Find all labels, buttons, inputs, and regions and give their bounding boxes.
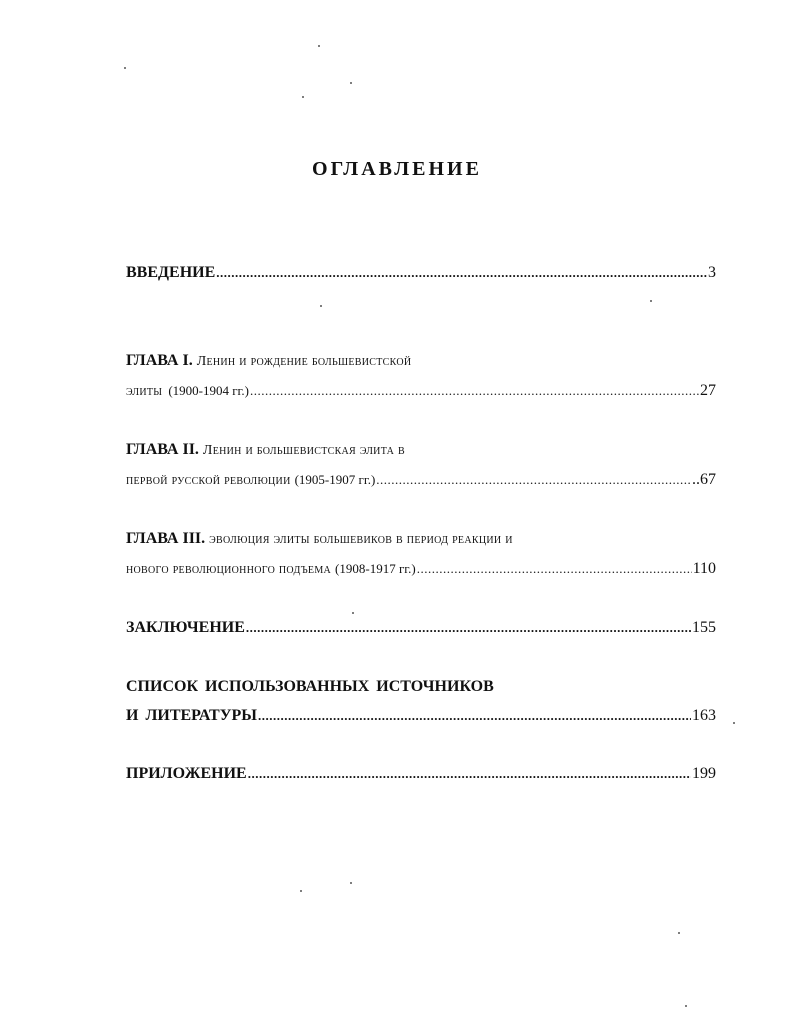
toc-entry-sources[interactable] <box>126 707 716 725</box>
chapter-title-continued: элиты <box>126 384 163 399</box>
toc-page-number: 155 <box>692 619 716 636</box>
chapter-title-continued: первой русской революции <box>126 473 291 488</box>
scan-speck <box>300 890 302 892</box>
toc-page-number: 163 <box>692 707 716 724</box>
chapter-title: Ленин и рождение большевистской <box>196 354 412 369</box>
toc-entry-introduction[interactable] <box>126 264 716 282</box>
leader-dots <box>248 766 691 782</box>
page-title: ОГЛАВЛЕНИЕ <box>312 158 482 180</box>
toc-entry-sources-heading[interactable]: СПИСОК ИСПОЛЬЗОВАННЫХ ИСТОЧНИКОВ <box>126 678 494 695</box>
toc-label: И ЛИТЕРАТУРЫ <box>126 707 257 724</box>
scan-speck <box>650 300 652 302</box>
chapter-prefix: ГЛАВА III. <box>126 530 206 547</box>
toc-page-number: 199 <box>692 765 716 782</box>
toc-label: ПРИЛОЖЕНИЕ <box>126 765 247 782</box>
scan-speck <box>352 612 354 614</box>
toc-entry-chapter3-heading[interactable] <box>126 530 513 548</box>
scan-speck <box>124 67 126 69</box>
scan-speck <box>320 305 322 307</box>
chapter-years: (1908-1917 гг.) <box>335 561 416 576</box>
chapter-title: эволюция элиты большевиков в период реакции и <box>209 532 513 547</box>
leader-dots <box>258 708 691 724</box>
toc-entry-chapter2-heading[interactable] <box>126 441 405 459</box>
scan-speck <box>350 882 352 884</box>
chapter-title: Ленин и большевистская элита в <box>202 443 405 458</box>
toc-entry-chapter2[interactable] <box>126 471 716 489</box>
chapter-prefix: ГЛАВА II. <box>126 441 199 458</box>
scan-speck <box>318 45 320 47</box>
toc-entry-chapter1-heading[interactable] <box>126 352 411 370</box>
chapter-years: (1905-1907 гг.) <box>294 472 376 487</box>
scan-speck <box>678 932 680 934</box>
toc-page-number: 27 <box>700 382 716 399</box>
chapter-title-continued: нового революционного подъема <box>126 562 332 577</box>
toc-entry-appendix[interactable] <box>126 765 716 783</box>
scan-speck <box>733 722 735 724</box>
scan-speck <box>350 82 352 84</box>
toc-page-number: 110 <box>692 560 716 577</box>
scan-speck <box>685 1005 687 1007</box>
toc-label: ЗАКЛЮЧЕНИЕ <box>126 619 245 636</box>
toc-entry-conclusion[interactable] <box>126 619 716 637</box>
scan-speck <box>302 96 304 98</box>
leader-dots <box>417 561 692 577</box>
leader-dots <box>246 620 691 636</box>
chapter-years: (1900-1904 гг.) <box>168 383 249 398</box>
leader-dots <box>376 472 691 488</box>
leader-dots <box>216 265 707 281</box>
toc-entry-chapter1[interactable] <box>126 382 716 400</box>
toc-entry-chapter3[interactable] <box>126 560 716 578</box>
chapter-prefix: ГЛАВА I. <box>126 352 193 369</box>
toc-label: ВВЕДЕНИЕ <box>126 264 216 281</box>
toc-page-number: 3 <box>708 264 716 281</box>
leader-dots <box>250 383 699 399</box>
toc-page-number: ..67 <box>692 471 716 488</box>
